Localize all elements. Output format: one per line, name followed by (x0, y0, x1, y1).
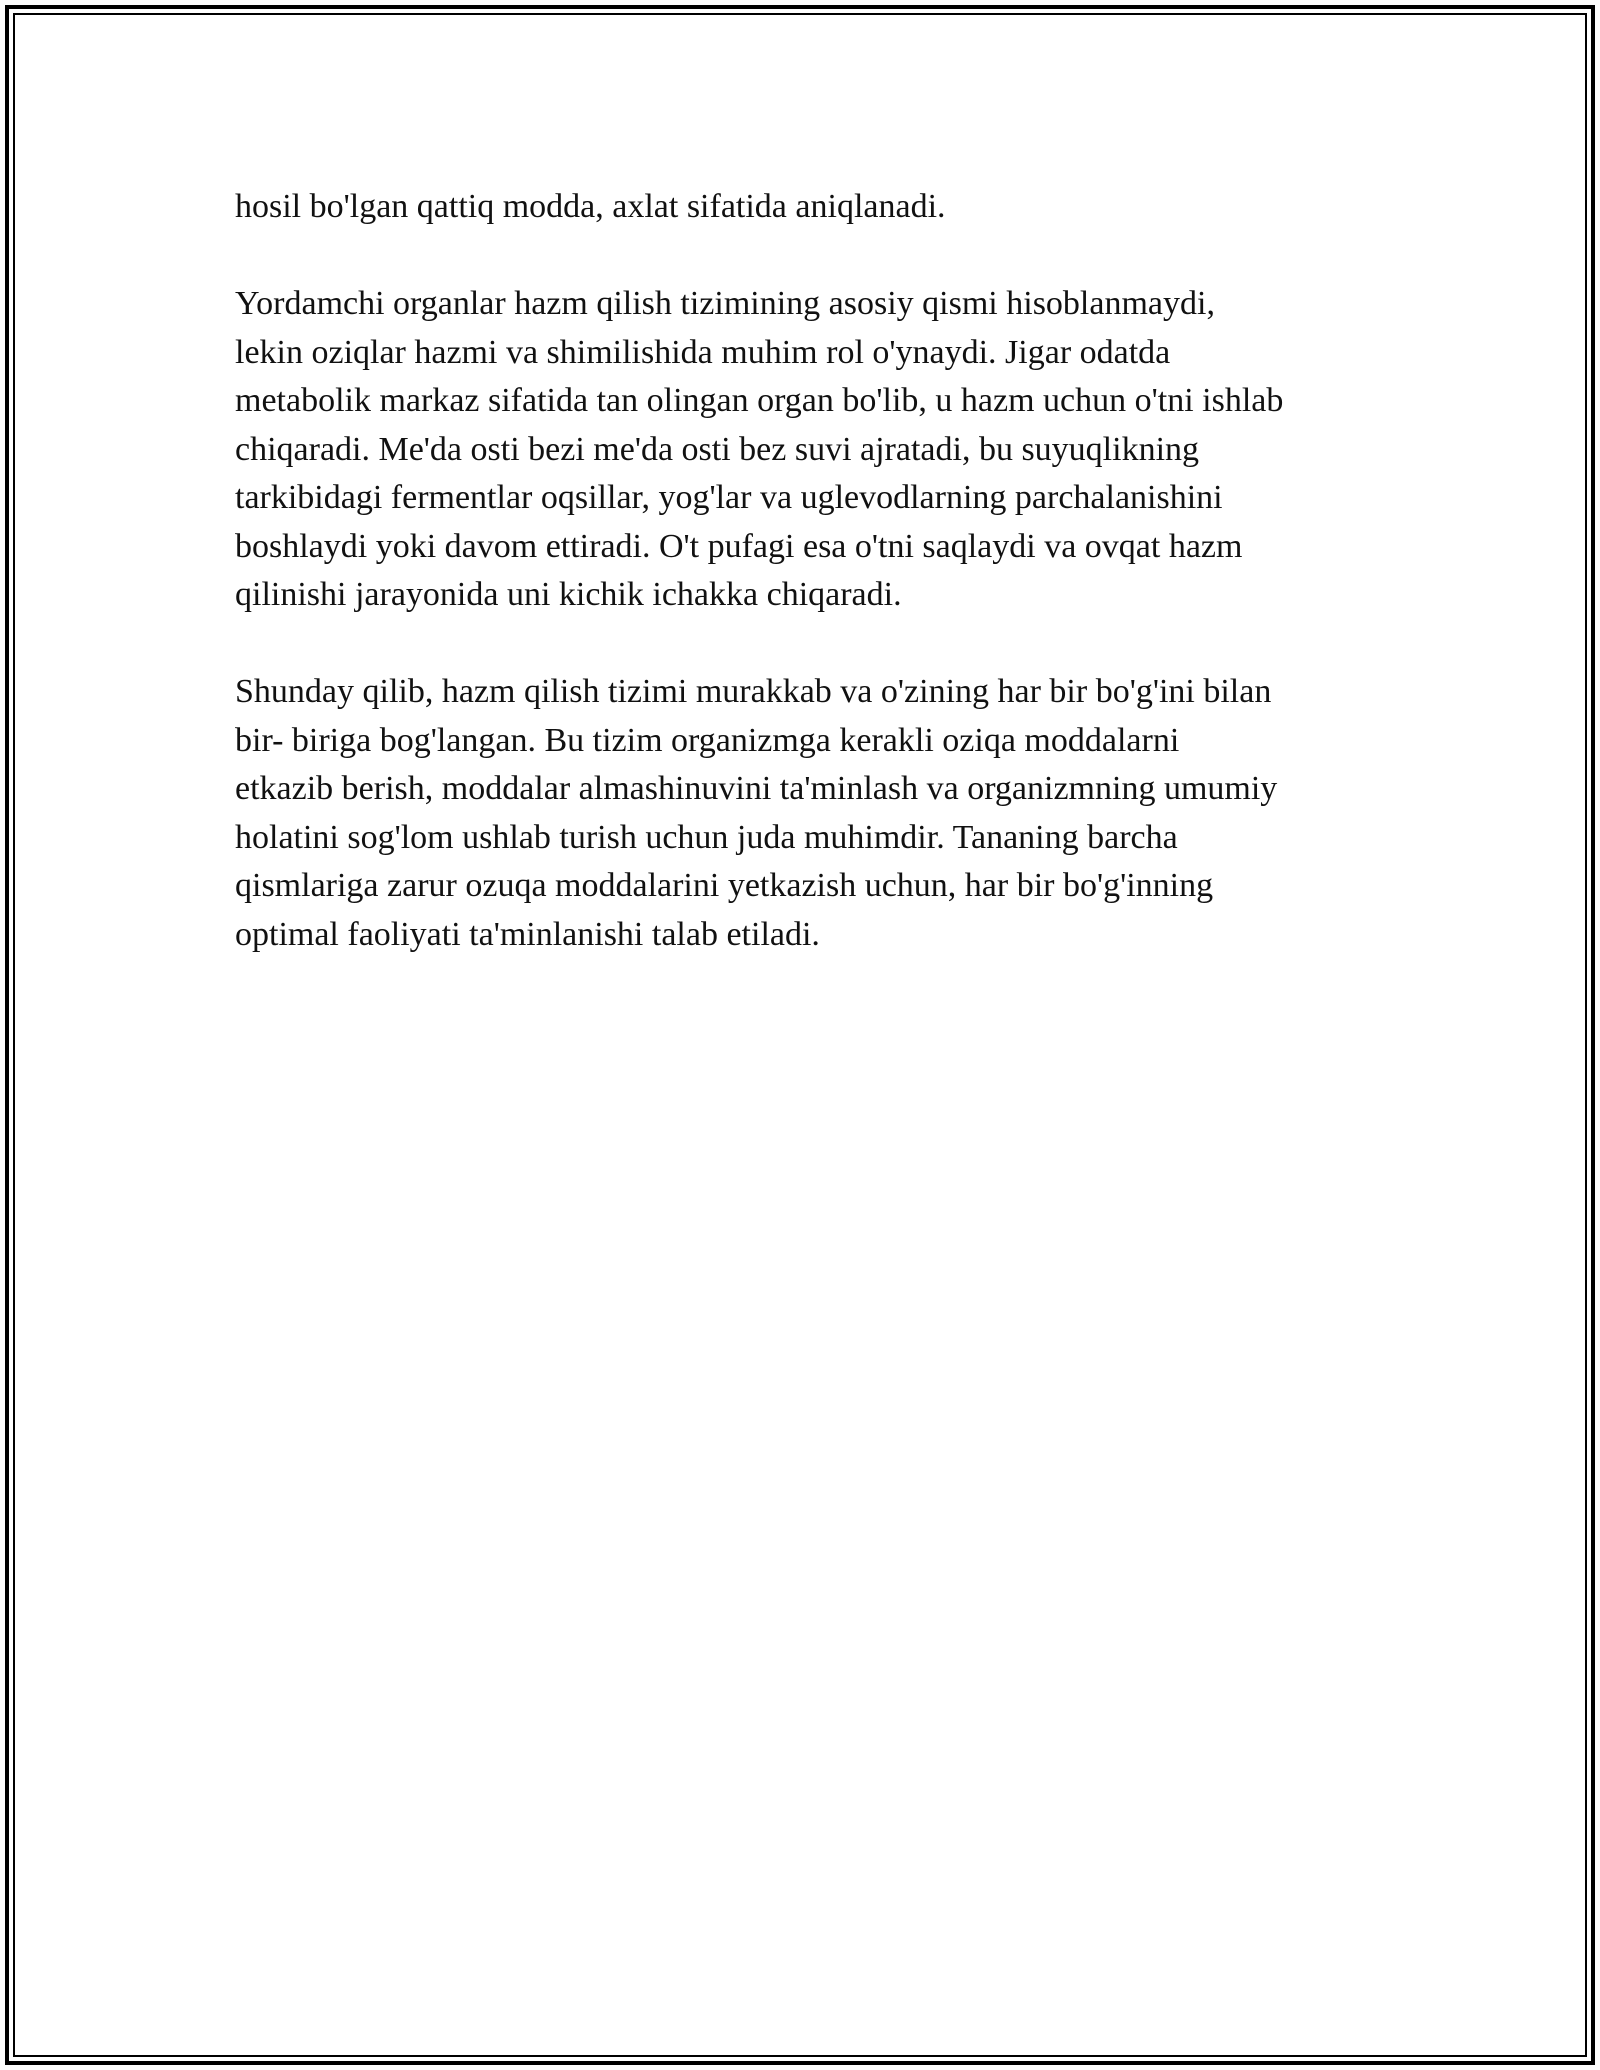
text-line: tarkibidagi fermentlar oqsillar, yog'lar va uglevodlarning parchalanishini (235, 479, 1223, 516)
text-line: qilinishi jarayonida uni kichik ichakka chiqaradi. (235, 576, 902, 613)
text-line: bir- biriga bog'langan. Bu tizim organizmga kerakli oziqa moddalarni (235, 721, 1180, 759)
text-line: Yordamchi organlar hazm qilish tizimining asosiy qismi hisoblanmaydi, (235, 285, 1215, 322)
text-line: boshlaydi yoki davom ettiradi. O't pufagi esa o'tni saqlaydi va ovqat hazm (235, 527, 1243, 565)
paragraph-2 (235, 280, 1395, 620)
text-line: etkazib berish, moddalar almashinuvini ta'minlash va organizmning umumiy (235, 770, 1278, 807)
text-line: lekin oziqlar hazmi va shimilishida muhim rol o'ynaydi. Jigar odatda (235, 333, 1171, 371)
text-line: Shunday qilib, hazm qilish tizimi murakkab va o'zining har bir bo'g'ini bilan (235, 673, 1272, 710)
text-line: metabolik markaz sifatida tan olingan organ bo'lib, u hazm uchun o'tni ishlab (235, 382, 1284, 419)
text-line: qismlariga zarur ozuqa moddalarini yetkazish uchun, har bir bo'g'inning (235, 867, 1214, 904)
paragraph-1 (235, 183, 1395, 232)
document-body (235, 183, 1395, 1008)
paragraph-3 (235, 668, 1395, 959)
text-line: chiqaradi. Me'da osti bezi me'da osti bez suvi ajratadi, bu suyuqlikning (235, 430, 1200, 468)
text-line: hosil bo'lgan qattiq modda, axlat sifatida aniqlanadi. (235, 188, 946, 225)
text-line: optimal faoliyati ta'minlanishi talab etiladi. (235, 915, 820, 953)
text-line: holatini sog'lom ushlab turish uchun juda muhimdir. Tananing barcha (235, 818, 1178, 856)
